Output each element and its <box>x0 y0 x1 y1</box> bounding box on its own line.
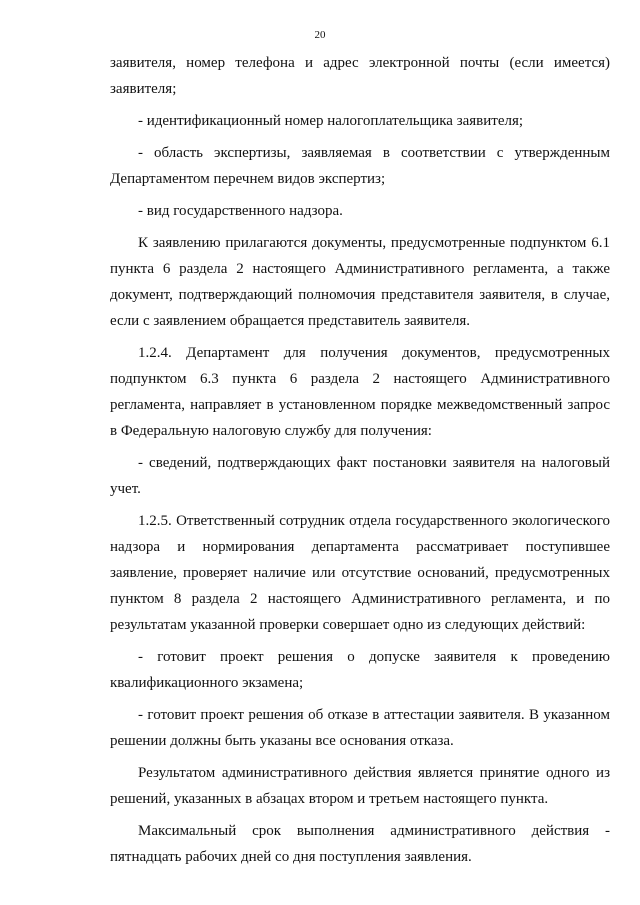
paragraph-attached-documents: К заявлению прилагаются документы, предусмотренные подпунктом 6.1 пункта 6 раздела 2 настоящего Административного регламента, а также документ, подтверждающий полномочия представителя заявителя, в случае, если с заявлением обращается представитель заявителя. <box>110 235 610 329</box>
page-number: 20 <box>314 29 326 41</box>
paragraph-admission-decision: - готовит проект решения о допуске заявителя к проведению квалификационного экзамена; <box>110 649 610 691</box>
paragraph-max-term: Максимальный срок выполнения административного действия - пятнадцать рабочих дней со дня поступления заявления. <box>110 823 610 865</box>
paragraph-action-result: Результатом административного действия является принятие одного из решений, указанных в абзацах втором и третьем настоящего пункта. <box>110 765 610 807</box>
paragraph-expertise-area: - область экспертизы, заявляемая в соответствии с утвержденным Департаментом перечнем видов экспертиз; <box>110 145 610 187</box>
paragraph-tax-registration: - сведений, подтверждающих факт постановки заявителя на налоговый учет. <box>110 455 610 497</box>
paragraph-applicant-contacts: заявителя, номер телефона и адрес электронной почты (если имеется) заявителя; <box>110 55 610 97</box>
document-body <box>110 50 610 870</box>
paragraph-1-2-4: 1.2.4. Департамент для получения документов, предусмотренных подпунктом 6.3 пункта 6 раздела 2 настоящего Административного регламента, направляет в установленном порядке межведомственный запрос в Федеральную налоговую службу для получения: <box>110 345 610 439</box>
paragraph-1-2-5: 1.2.5. Ответственный сотрудник отдела государственного экологического надзора и нормирования департамента рассматривает поступившее заявление, проверяет наличие или отсутствие оснований, предусмотренных пунктом 8 раздела 2 настоящего Административного регламента, и по результатам указанной проверки совершает одно из следующих действий: <box>110 513 610 633</box>
paragraph-refusal-decision: - готовит проект решения об отказе в аттестации заявителя. В указанном решении должны быть указаны все основания отказа. <box>110 707 610 749</box>
paragraph-taxpayer-id: - идентификационный номер налогоплательщика заявителя; <box>138 113 524 129</box>
paragraph-supervision-type: - вид государственного надзора. <box>138 203 343 219</box>
